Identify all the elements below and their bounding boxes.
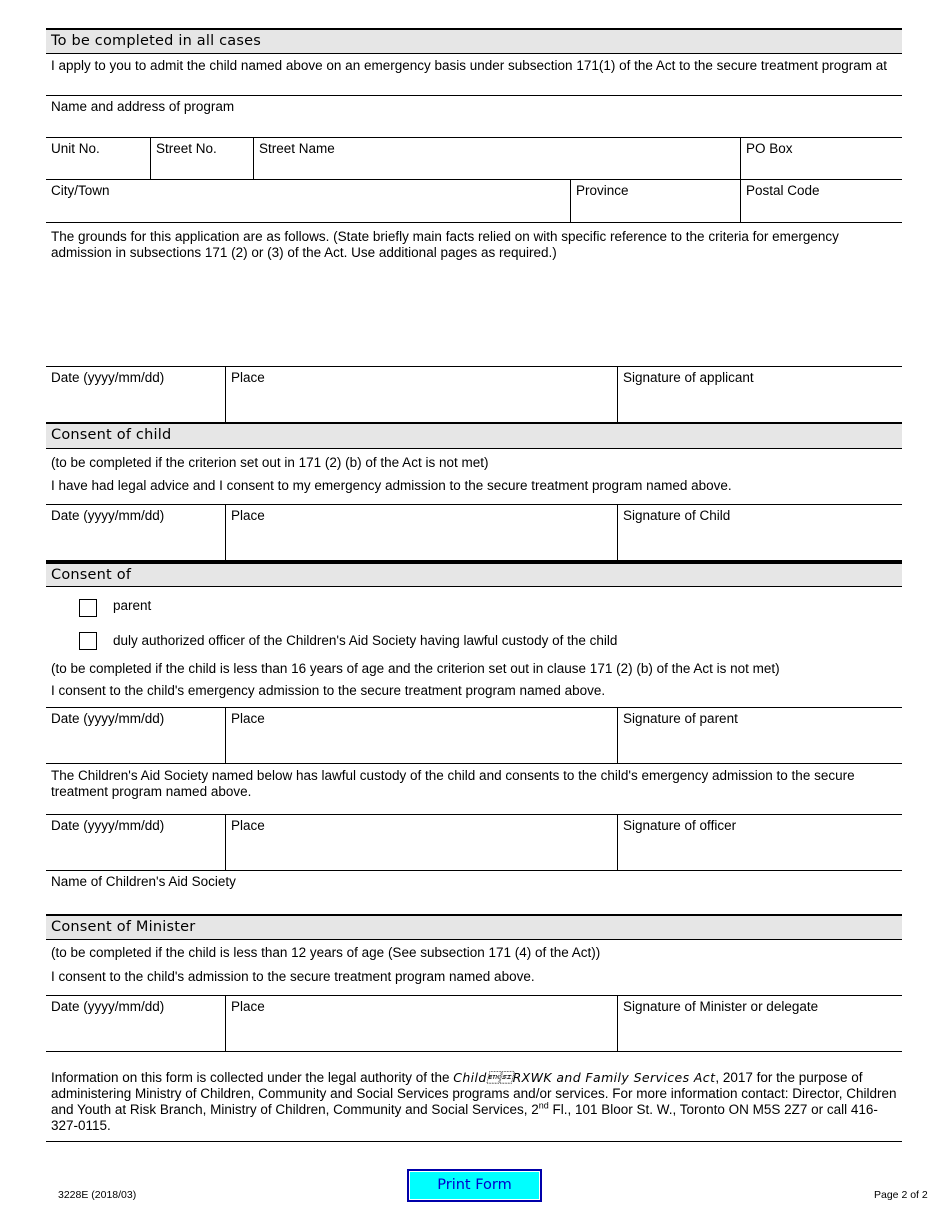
po-box-field[interactable] (740, 138, 902, 179)
minister-note: (to be completed if the child is less than 12 years of age (See subsection 171 (4) of the Act)) (51, 945, 601, 960)
city-field[interactable] (46, 180, 570, 222)
grounds-instructions: The grounds for this application are as follows. (State briefly main facts relied on with specific reference to the criteria for emergency admission in subsections 171 (2) or (3) of the Act. Use additional pages as required.) (51, 229, 839, 260)
child-signature-field[interactable] (617, 505, 902, 560)
postal-code-label: Postal Code (746, 183, 820, 198)
section-header-consent-minister: Consent of Minister (46, 914, 902, 940)
parent-checkbox[interactable] (79, 599, 97, 617)
grounds-field[interactable] (46, 223, 902, 367)
officer-date-field[interactable] (46, 815, 225, 870)
consent-of-note: (to be completed if the child is less than 16 years of age and the criterion set out in clause 171 (2) (b) of the Act is not met) (51, 661, 780, 676)
po-box-label: PO Box (746, 141, 793, 156)
parent-place-field[interactable] (225, 708, 617, 763)
signature-label: Signature of applicant (623, 370, 754, 385)
cas-name-field[interactable] (46, 871, 902, 914)
place-label: Place (231, 711, 265, 726)
application-form (46, 28, 902, 1142)
unit-no-field[interactable] (46, 138, 150, 179)
privacy-notice: Information on this form is collected under the legal authority of the ChildRXWK and Family Services Act, 2017 for the purpose of administering Ministry of Children, Community and Social Services programs and/or services. For more information contact: Director, Children and Youth at Risk Branch, Ministry of Children, Community and Social Services, 2nd Fl., 101 Bloor St. W., Toronto ON M5S 2Z7 or call 416-327-0115. (51, 1070, 897, 1133)
parent-signature-field[interactable] (617, 708, 902, 763)
program-name-field[interactable] (46, 96, 902, 138)
apply-statement: I apply to you to admit the child named above on an emergency basis under subsection 171(1) of the Act to the secure treatment program at (51, 58, 887, 73)
date-label: Date (yyyy/mm/dd) (51, 711, 165, 726)
cas-name-label: Name of Children's Aid Society (51, 874, 236, 889)
parent-date-field[interactable] (46, 708, 225, 763)
applicant-place-field[interactable] (225, 367, 617, 422)
unit-no-label: Unit No. (51, 141, 100, 156)
child-note: (to be completed if the criterion set out in 171 (2) (b) of the Act is not met) (51, 455, 489, 470)
signature-label: Signature of Minister or delegate (623, 999, 819, 1014)
child-date-field[interactable] (46, 505, 225, 560)
program-name-label: Name and address of program (51, 99, 235, 114)
officer-checkbox[interactable] (79, 632, 97, 650)
act-name: ChildRXWK and Family Services Act (453, 1070, 716, 1085)
signature-label: Signature of parent (623, 711, 738, 726)
date-label: Date (yyyy/mm/dd) (51, 370, 165, 385)
place-label: Place (231, 508, 265, 523)
signature-label: Signature of officer (623, 818, 737, 833)
officer-option-label: duly authorized officer of the Children's Aid Society having lawful custody of the child (113, 633, 618, 648)
officer-place-field[interactable] (225, 815, 617, 870)
date-label: Date (yyyy/mm/dd) (51, 508, 165, 523)
applicant-date-field[interactable] (46, 367, 225, 422)
minister-signature-field[interactable] (617, 996, 902, 1051)
province-field[interactable] (570, 180, 740, 222)
cas-statement: The Children's Aid Society named below has lawful custody of the child and consents to the child's emergency admission to the secure treatment program named above. (51, 768, 855, 799)
child-consent-statement: I have had legal advice and I consent to my emergency admission to the secure treatment program named above. (51, 478, 732, 493)
street-no-field[interactable] (150, 138, 253, 179)
parent-option-label: parent (113, 598, 152, 613)
page-number: Page 2 of 2 (874, 1189, 928, 1201)
section-header-consent-child: Consent of child (46, 423, 902, 449)
minister-place-field[interactable] (225, 996, 617, 1051)
place-label: Place (231, 370, 265, 385)
street-name-field[interactable] (253, 138, 740, 179)
place-label: Place (231, 999, 265, 1014)
signature-label: Signature of Child (623, 508, 731, 523)
applicant-signature-field[interactable] (617, 367, 902, 422)
print-form-button[interactable]: Print Form (407, 1169, 542, 1202)
section-header-all-cases: To be completed in all cases (46, 28, 902, 54)
section-header-consent-of: Consent of (46, 561, 902, 587)
date-label: Date (yyyy/mm/dd) (51, 999, 165, 1014)
place-label: Place (231, 818, 265, 833)
street-name-label: Street Name (259, 141, 335, 156)
postal-code-field[interactable] (740, 180, 902, 222)
city-label: City/Town (51, 183, 110, 198)
officer-signature-field[interactable] (617, 815, 902, 870)
minister-date-field[interactable] (46, 996, 225, 1051)
child-place-field[interactable] (225, 505, 617, 560)
form-number: 3228E (2018/03) (58, 1189, 137, 1201)
province-label: Province (576, 183, 629, 198)
consent-of-statement: I consent to the child's emergency admission to the secure treatment program named above. (51, 683, 606, 698)
minister-consent-statement: I consent to the child's admission to the secure treatment program named above. (51, 969, 535, 984)
street-no-label: Street No. (156, 141, 217, 156)
date-label: Date (yyyy/mm/dd) (51, 818, 165, 833)
